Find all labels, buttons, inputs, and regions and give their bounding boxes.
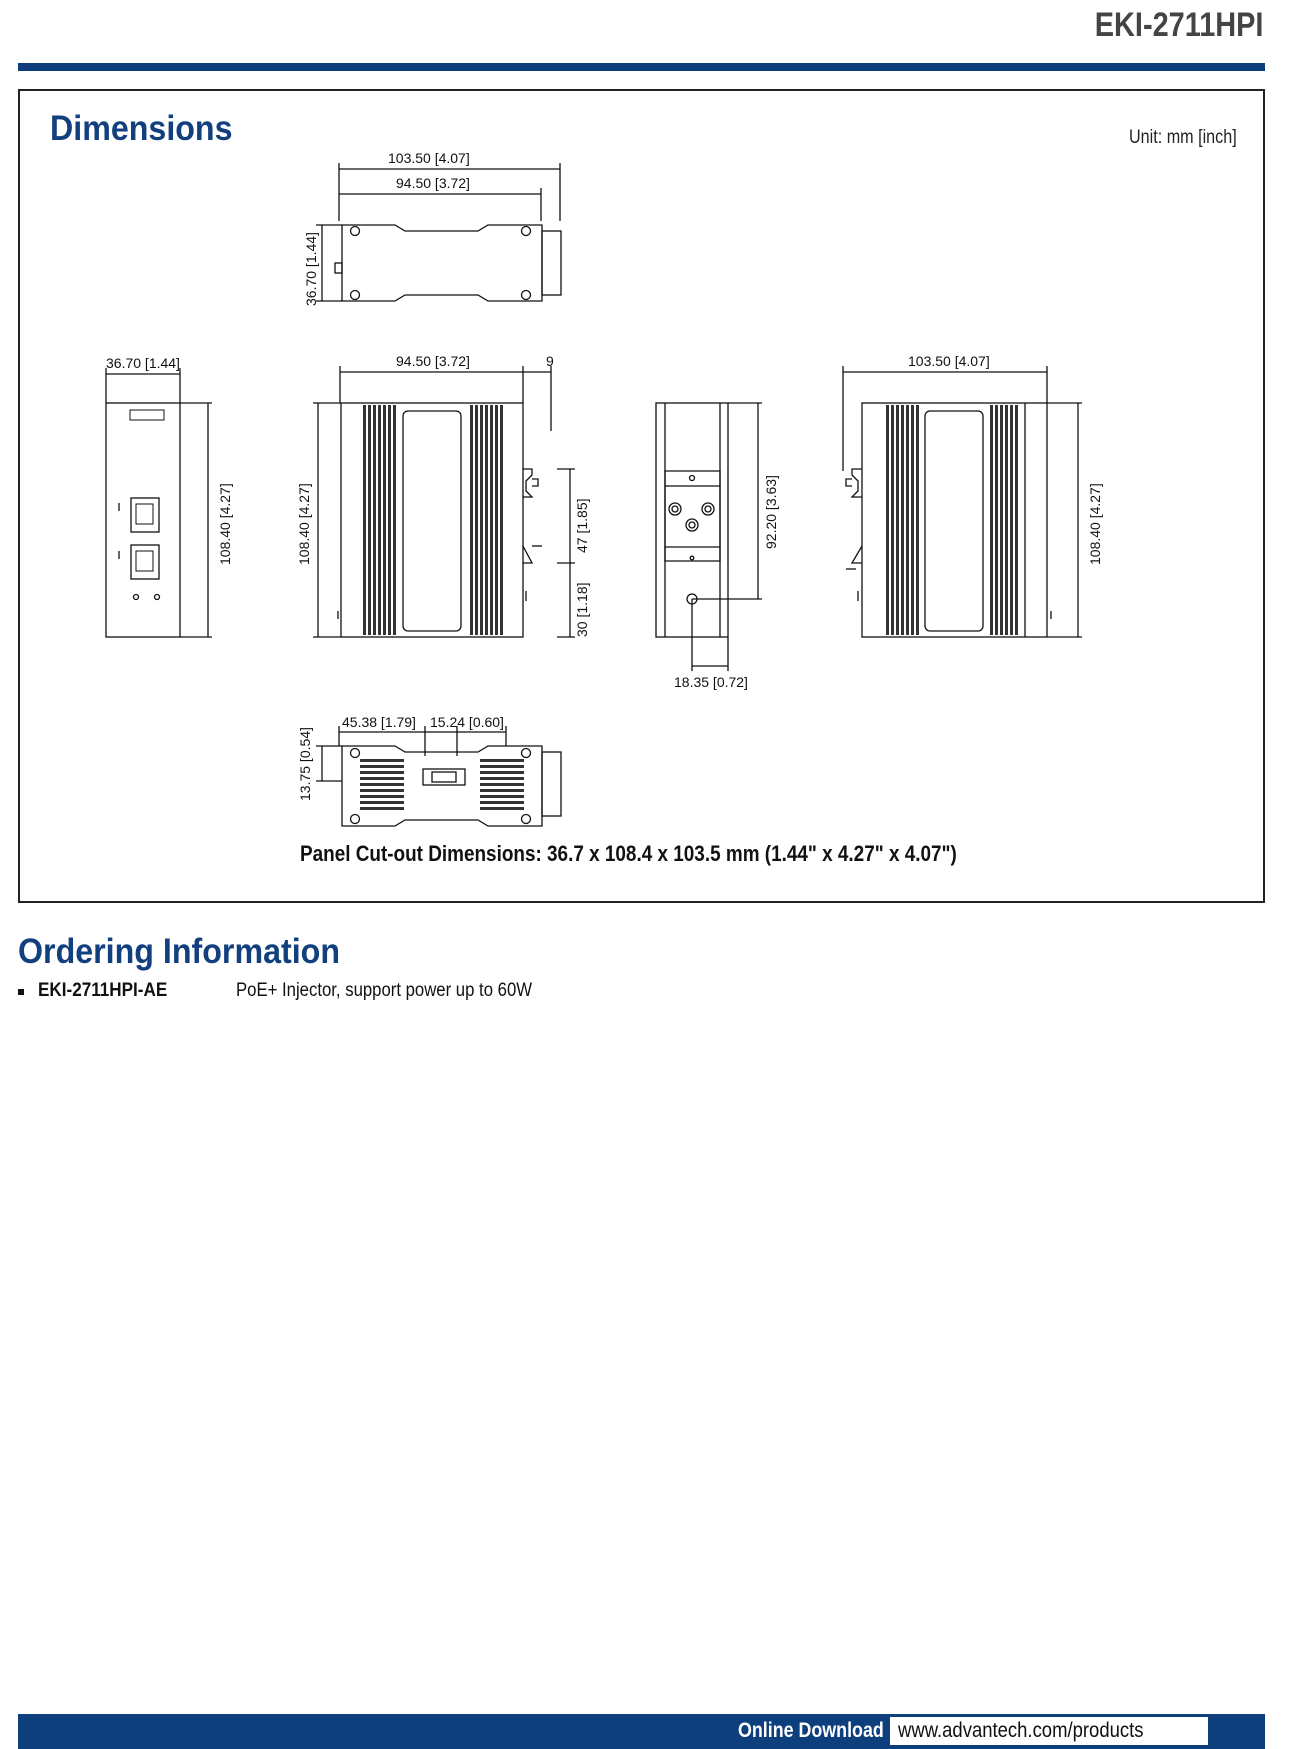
panel-cutout-note: Panel Cut-out Dimensions: 36.7 x 108.4 x 103.5 mm (1.44" x 4.27" x 4.07"): [300, 841, 957, 866]
part-description: PoE+ Injector, support power up to 60W: [236, 980, 533, 1001]
download-url-text[interactable]: www.advantech.com/products: [898, 1719, 1144, 1742]
dim-right-height: 108.40 [4.27]: [1087, 483, 1103, 565]
dim-front-width: 36.70 [1.44]: [106, 355, 180, 371]
dim-bottom-left: 45.38 [1.79]: [342, 714, 416, 730]
front-view: [106, 368, 212, 637]
dim-rear-height: 92.20 [3.63]: [763, 475, 779, 549]
dim-rear-offset: 18.35 [0.72]: [674, 674, 748, 690]
dim-top-overall: 103.50 [4.07]: [388, 150, 470, 166]
dim-bottom-height: 13.75 [0.54]: [297, 727, 313, 801]
bullet-icon: [18, 989, 24, 995]
header-bar: [18, 63, 1265, 71]
dim-top-inner: 94.50 [3.72]: [396, 175, 470, 191]
order-item: [18, 980, 572, 1002]
dim-side-width: 94.50 [3.72]: [396, 353, 470, 369]
online-download-label: Online Download: [738, 1719, 884, 1742]
dim-side-height: 108.40 [4.27]: [296, 483, 312, 565]
download-url-link[interactable]: [890, 1717, 1208, 1745]
dim-top-height: 36.70 [1.44]: [303, 232, 319, 306]
dimensions-panel: [18, 89, 1265, 903]
right-view: [843, 366, 1082, 637]
side-view: [313, 366, 575, 637]
dimensions-title: Dimensions: [50, 109, 233, 148]
dim-bottom-mid: 15.24 [0.60]: [430, 714, 504, 730]
bottom-view: [316, 726, 561, 826]
rear-view: [656, 403, 762, 671]
ordering-title: Ordering Information: [18, 932, 340, 971]
dim-side-bottom: 30 [1.18]: [574, 582, 590, 637]
dim-right-width: 103.50 [4.07]: [908, 353, 990, 369]
heatsink-fins: [360, 405, 1018, 810]
model-title: EKI-2711HPI: [1094, 6, 1263, 44]
dim-side-offset: 9: [546, 353, 554, 369]
footer-bar: [18, 1714, 1265, 1749]
part-number: EKI-2711HPI-AE: [38, 980, 168, 1001]
dimension-drawing: [20, 91, 1263, 901]
dim-front-height: 108.40 [4.27]: [217, 483, 233, 565]
unit-label: Unit: mm [inch]: [1129, 127, 1237, 148]
dim-side-clip: 47 [1.85]: [574, 498, 590, 553]
